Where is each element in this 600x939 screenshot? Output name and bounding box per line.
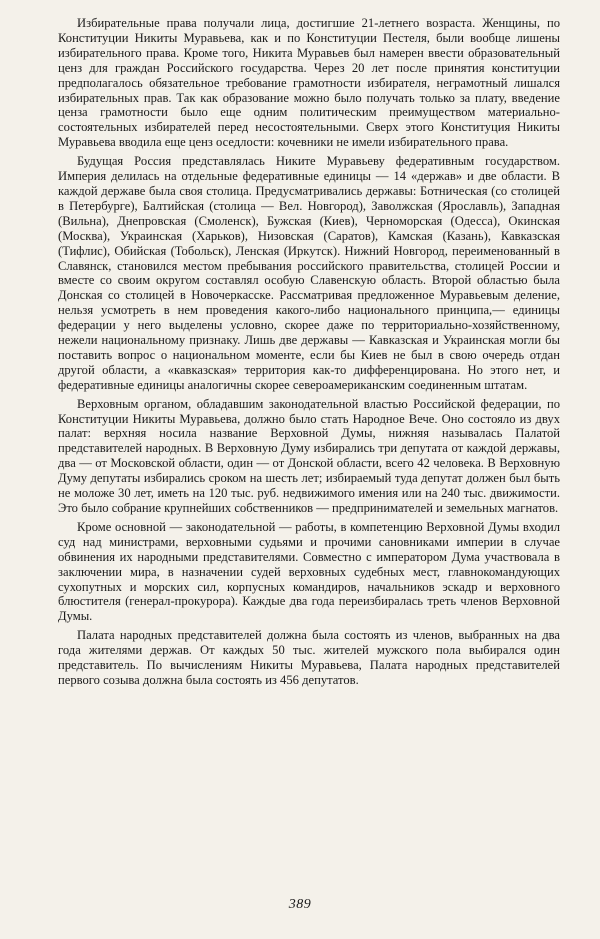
paragraph-narodnoe-veche: Верховным органом, обладавшим законодательной властью Российской федерации, по Конституции Никиты Муравьева, должно было стать Народное Вече. Оно состояло из двух палат: верхняя носила название Верховной Думы, нижняя называлась Палатой представителей народных. В Верховную Думу избирались три депутата от каждой державы, два — от Московской области, один — от Донской области, всего 42 человека. В Верховную Думу депутаты избирались сроком на шесть лет; избираемый туда депутат должен был быть не моложе 30 лет, иметь на 120 тыс. руб. недвижимого имения или на 240 тыс. движимости. Это было собрание крупнейших собственников — предпринимателей и земельных магнатов. [58, 396, 560, 515]
paragraph-electoral-rights: Избирательные права получали лица, достигшие 21-летнего возраста. Женщины, по Конституции Никиты Муравьева, как и по Конституции Пестеля, были вообще лишены избирательного права. Кроме того, Никита Муравьев был намерен ввести образовательный ценз для граждан Российского государства. Через 20 лет после принятия конституции предполагалось обязательное требование грамотности избирателя, неграмотный лишался избирательных прав. Так как образование можно было получать только за плату, введение ценза грамотности было еще одним политическим преимуществом материально-состоятельных избирателей перед несостоятельными. Сверх этого Конституция Никиты Муравьева вводила еще ценз оседлости: кочевники не имели избирательного права. [58, 16, 560, 150]
page-number: 389 [288, 897, 312, 912]
paragraph-duma-powers: Кроме основной — законодательной — работы, в компетенцию Верховной Думы входил суд над министрами, верховными судьями и прочими сановниками империи в случае обвинения их народными представителями. Совместно с императором Дума участвовала в заключении мира, в назначении судей верховных судебных мест, главнокомандующих сухопутных и морских сил, корпусных командиров, начальников эскадр и верховного блюстителя (генерал-прокурора). Каждые два года переизбиралась треть членов Верховной Думы. [58, 519, 560, 624]
paragraph-federal-structure: Будущая Россия представлялась Никите Муравьеву федеративным государством. Империя делилась на отдельные федеративные единицы — 14 «держав» и две области. В каждой державе была своя столица. Предусматривались державы: Ботническая (со столицей в Петербурге), Балтийская (столица — Вел. Новгород), Заволжская (Ярославль), Западная (Вильна), Днепровская (Смоленск), Бужская (Киев), Черноморская (Одесса), Окинская (Москва), Украинская (Харьков), Низовская (Саратов), Камская (Казань), Кавказская (Тифлис), Обийская (Тобольск), Ленская (Иркутск). Нижний Новгород, переименованный в Славянск, становился местом пребывания российского правительства, столицей России и вместе со своим округом составлял особую Славенскую область. Второй областью была Донская со столицей в Новочеркасске. Рассматривая предложенное Муравьевым деление, нельзя усмотреть в нем проведения какого-либо национального принципа,— единицы федерации у него выделены условно, скорее даже по территориально-хозяйственному, нежели национальному признаку. Лишь две державы — Кавказская и Украинская могли бы поставить вопрос о национальном моменте, если бы Киев не был в свою очередь отдан другой области, а «кавказская» территория как-то дифференцирована. Но этого нет, и федеративные единицы аналогичны скорее североамериканским соединенным штатам. [58, 154, 560, 392]
paragraph-chamber-of-representatives: Палата народных представителей должна была состоять из членов, выбранных на два года жителями держав. От каждых 50 тыс. жителей мужского пола выбирался один представитель. По вычислениям Никиты Муравьева, Палата народных представителей первого созыва должна была состоять из 456 депутатов. [58, 628, 560, 687]
